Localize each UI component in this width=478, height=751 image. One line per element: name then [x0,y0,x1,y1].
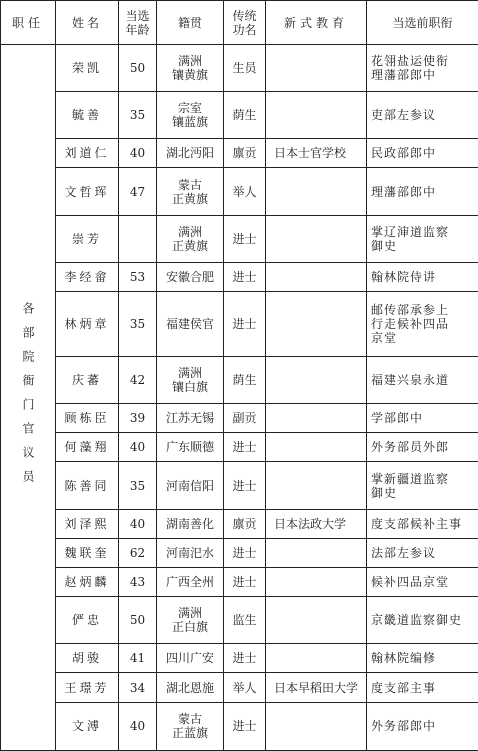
name-cell [56,597,119,644]
age-cell [119,404,157,433]
origin-cell-text: 宗室 镶蓝旗 [171,101,208,130]
name-cell [56,92,119,139]
traditional-cell-text: 荫生 [232,373,257,388]
prior-title-cell [367,92,478,139]
origin-cell-text: 湖北恩施 [165,680,214,695]
name-cell [56,644,119,673]
name-cell-text: 文哲珲 [64,184,110,199]
prior-title-cell [367,538,478,567]
prior-title-cell [367,45,478,92]
origin-cell [157,509,224,538]
name-cell [56,215,119,262]
origin-cell [157,92,224,139]
origin-cell [157,702,224,750]
prior-title-cell-text: 花翎盐运使衔 理藩部郎中 [371,54,450,83]
prior-title-cell-text: 掌新疆道监察 御史 [371,471,450,500]
modern-education-cell [266,215,367,262]
origin-cell-text: 广西全州 [165,575,214,590]
age-cell [119,357,157,404]
modern-education-cell [266,702,367,750]
prior-title-cell [367,139,478,168]
traditional-cell [224,644,266,673]
age-cell-text: 40 [129,146,146,161]
name-cell-text: 何藻翔 [64,440,110,455]
origin-cell-text: 广东顺德 [165,440,214,455]
table-row [1,262,478,291]
age-cell-text: 34 [129,680,146,695]
name-cell-text: 魏联奎 [64,545,110,560]
table-row [1,215,478,262]
prior-title-cell [367,262,478,291]
name-cell-text: 李经畲 [64,269,110,284]
prior-title-cell [367,404,478,433]
prior-title-cell-text: 学部郎中 [371,411,424,426]
prior-title-cell [367,291,478,356]
traditional-cell [224,702,266,750]
position-group-label: 各部院衙门官议员 [21,301,35,494]
prior-title-cell [367,509,478,538]
traditional-cell [224,291,266,356]
traditional-cell [224,215,266,262]
traditional-cell-text: 举人 [232,184,257,199]
header-traditional-text: 传统 功名 [232,8,257,37]
name-cell [56,509,119,538]
age-cell [119,433,157,462]
prior-title-cell [367,357,478,404]
table-row [1,702,478,750]
modern-education-cell [266,567,367,596]
age-cell [119,291,157,356]
modern-education-cell [266,509,367,538]
age-cell [119,702,157,750]
traditional-cell [224,45,266,92]
prior-title-cell [367,168,478,215]
table-row [1,291,478,356]
age-cell [119,644,157,673]
header-age-text: 当选 年龄 [125,8,150,37]
modern-education-cell-text: 日本早稻田大学 [274,680,359,695]
name-cell-text: 俨忠 [71,613,102,628]
header-age [119,1,157,45]
name-cell-text: 赵炳麟 [64,575,110,590]
traditional-cell [224,168,266,215]
traditional-cell [224,673,266,702]
traditional-cell-text: 进士 [232,575,257,590]
prior-title-cell-text: 民政部郎中 [371,146,437,161]
age-cell [119,168,157,215]
name-cell-text: 刘道仁 [64,146,110,161]
name-cell-text: 林炳章 [64,316,110,331]
name-cell [56,538,119,567]
traditional-cell [224,538,266,567]
name-cell [56,262,119,291]
table-row [1,45,478,92]
traditional-cell [224,404,266,433]
traditional-cell-text: 进士 [232,231,257,246]
origin-cell [157,291,224,356]
prior-title-cell-text: 翰林院编修 [371,651,437,666]
traditional-cell-text: 举人 [232,680,257,695]
name-cell [56,139,119,168]
origin-cell [157,673,224,702]
traditional-cell-text: 廪贡 [232,516,257,531]
origin-cell-text: 四川广安 [165,651,214,666]
prior-title-cell [367,462,478,509]
prior-title-cell-text: 掌辽渖道监察 御史 [371,224,450,253]
table-row [1,404,478,433]
prior-title-cell-text: 外务部员外郎 [371,440,450,455]
origin-cell-text: 福建侯官 [165,316,214,331]
modern-education-cell [266,644,367,673]
modern-education-cell-text: 日本士官学校 [274,146,347,161]
origin-cell [157,433,224,462]
age-cell [119,673,157,702]
traditional-cell [224,357,266,404]
age-cell-text: 50 [129,613,146,628]
modern-education-cell [266,404,367,433]
modern-education-cell [266,462,367,509]
origin-cell [157,262,224,291]
table-row [1,92,478,139]
traditional-cell-text: 监生 [232,613,257,628]
table-row [1,462,478,509]
origin-cell-text: 蒙古 正黄旗 [171,177,208,206]
origin-cell [157,168,224,215]
traditional-cell-text: 荫生 [232,108,257,123]
age-cell [119,45,157,92]
header-name: 姓名 [56,1,119,45]
prior-title-cell [367,567,478,596]
name-cell [56,567,119,596]
traditional-cell-text: 进士 [232,269,257,284]
modern-education-cell [266,673,367,702]
age-cell [119,462,157,509]
name-cell-text: 王璟芳 [64,680,110,695]
modern-education-cell [266,291,367,356]
modern-education-cell [266,45,367,92]
table-row [1,644,478,673]
origin-cell [157,404,224,433]
origin-cell-text: 安徽合肥 [165,269,214,284]
origin-cell-text: 湖北沔阳 [165,146,214,161]
name-cell-text: 陈善同 [64,478,110,493]
origin-cell-text: 湖南善化 [165,516,214,531]
name-cell-text: 胡骏 [71,651,102,666]
name-cell [56,291,119,356]
prior-title-cell-text: 度支部候补主事 [371,516,463,531]
origin-cell [157,538,224,567]
origin-cell [157,644,224,673]
traditional-cell-text: 进士 [232,545,257,560]
origin-cell-text: 满洲 正白旗 [171,606,208,635]
age-cell [119,92,157,139]
prior-title-cell-text: 吏部左参议 [371,108,437,123]
traditional-cell [224,567,266,596]
traditional-cell-text: 进士 [232,478,257,493]
position-group-cell [1,45,56,751]
origin-cell-text: 满洲 镶黄旗 [171,54,208,83]
table-row [1,509,478,538]
age-cell-text: 35 [129,478,146,493]
header-traditional [224,1,266,45]
origin-cell [157,215,224,262]
table-row [1,567,478,596]
header-row [1,1,478,45]
traditional-cell-text: 生员 [232,61,257,76]
age-cell-text: 40 [129,719,146,734]
prior-title-cell-text: 候补四品京堂 [371,575,450,590]
name-cell [56,433,119,462]
traditional-cell [224,139,266,168]
origin-cell [157,462,224,509]
modern-education-cell [266,262,367,291]
table-row [1,357,478,404]
traditional-cell [224,462,266,509]
traditional-cell-text: 进士 [232,719,257,734]
prior-title-cell [367,597,478,644]
modern-education-cell [266,597,367,644]
prior-title-cell [367,433,478,462]
prior-title-cell [367,673,478,702]
name-cell-text: 顾栋臣 [64,411,110,426]
traditional-cell [224,597,266,644]
prior-title-cell [367,702,478,750]
prior-title-cell-text: 翰林院侍讲 [371,269,437,284]
name-cell [56,357,119,404]
traditional-cell-text: 进士 [232,316,257,331]
age-cell [119,215,157,262]
traditional-cell-text: 廪贡 [232,146,257,161]
origin-cell-text: 江苏无锡 [165,411,214,426]
age-cell-text: 47 [129,184,146,199]
name-cell [56,702,119,750]
traditional-cell [224,433,266,462]
traditional-cell-text: 进士 [232,440,257,455]
age-cell [119,567,157,596]
origin-cell [157,139,224,168]
traditional-cell-text: 副贡 [232,411,257,426]
modern-education-cell [266,168,367,215]
header-position: 职任 [1,1,56,45]
traditional-cell [224,92,266,139]
prior-title-cell-text: 邮传部承参上 行走候补四品 京堂 [371,302,450,345]
name-cell-text: 文溥 [71,719,102,734]
age-cell [119,509,157,538]
name-cell-text: 刘泽熙 [64,516,110,531]
age-cell-text: 39 [129,411,146,426]
origin-cell-text: 河南汜水 [165,545,214,560]
prior-title-cell-text: 度支部主事 [371,680,437,695]
prior-title-cell-text: 理藩部郎中 [371,184,437,199]
prior-title-cell [367,644,478,673]
name-cell-text: 毓善 [71,108,102,123]
prior-title-cell-text: 外务部郎中 [371,719,437,734]
name-cell [56,673,119,702]
name-cell [56,404,119,433]
age-cell-text: 40 [129,440,146,455]
origin-cell [157,567,224,596]
traditional-cell-text: 进士 [232,651,257,666]
prior-title-cell [367,215,478,262]
table-row [1,433,478,462]
age-cell-text: 35 [129,316,146,331]
name-cell-text: 崇芳 [71,231,102,246]
age-cell [119,597,157,644]
origin-cell [157,357,224,404]
origin-cell-text: 满洲 镶白旗 [171,366,208,395]
age-cell-text: 62 [129,545,146,560]
traditional-cell [224,262,266,291]
age-cell-text: 53 [129,269,146,284]
age-cell-text: 41 [129,651,146,666]
prior-title-cell-text: 法部左参议 [371,545,437,560]
modern-education-cell [266,357,367,404]
age-cell [119,538,157,567]
modern-education-cell-text: 日本法政大学 [274,516,347,531]
age-cell-text: 42 [129,373,146,388]
table-row [1,168,478,215]
name-cell [56,462,119,509]
header-prior-title: 当选前职衔 [367,1,478,45]
prior-title-cell-text: 京畿道监察御史 [371,613,463,628]
age-cell-text: 50 [129,61,146,76]
age-cell-text: 35 [129,108,146,123]
header-origin: 籍贯 [157,1,224,45]
name-cell [56,168,119,215]
header-modern-education: 新式教育 [266,1,367,45]
traditional-cell [224,509,266,538]
age-cell-text: 40 [129,516,146,531]
modern-education-cell [266,538,367,567]
table-row [1,139,478,168]
modern-education-cell [266,139,367,168]
modern-education-cell [266,433,367,462]
origin-cell-text: 河南信阳 [165,478,214,493]
origin-cell [157,45,224,92]
name-cell-text: 庆蕃 [71,373,102,388]
age-cell-text: 43 [129,575,146,590]
table-row [1,538,478,567]
modern-education-cell [266,92,367,139]
prior-title-cell-text: 福建兴泉永道 [371,373,450,388]
origin-cell [157,597,224,644]
name-cell [56,45,119,92]
age-cell [119,139,157,168]
age-cell [119,262,157,291]
origin-cell-text: 满洲 正黄旗 [171,224,208,253]
name-cell-text: 荣凯 [71,61,102,76]
origin-cell-text: 蒙古 正蓝旗 [171,712,208,741]
table-row [1,597,478,644]
table-row [1,673,478,702]
